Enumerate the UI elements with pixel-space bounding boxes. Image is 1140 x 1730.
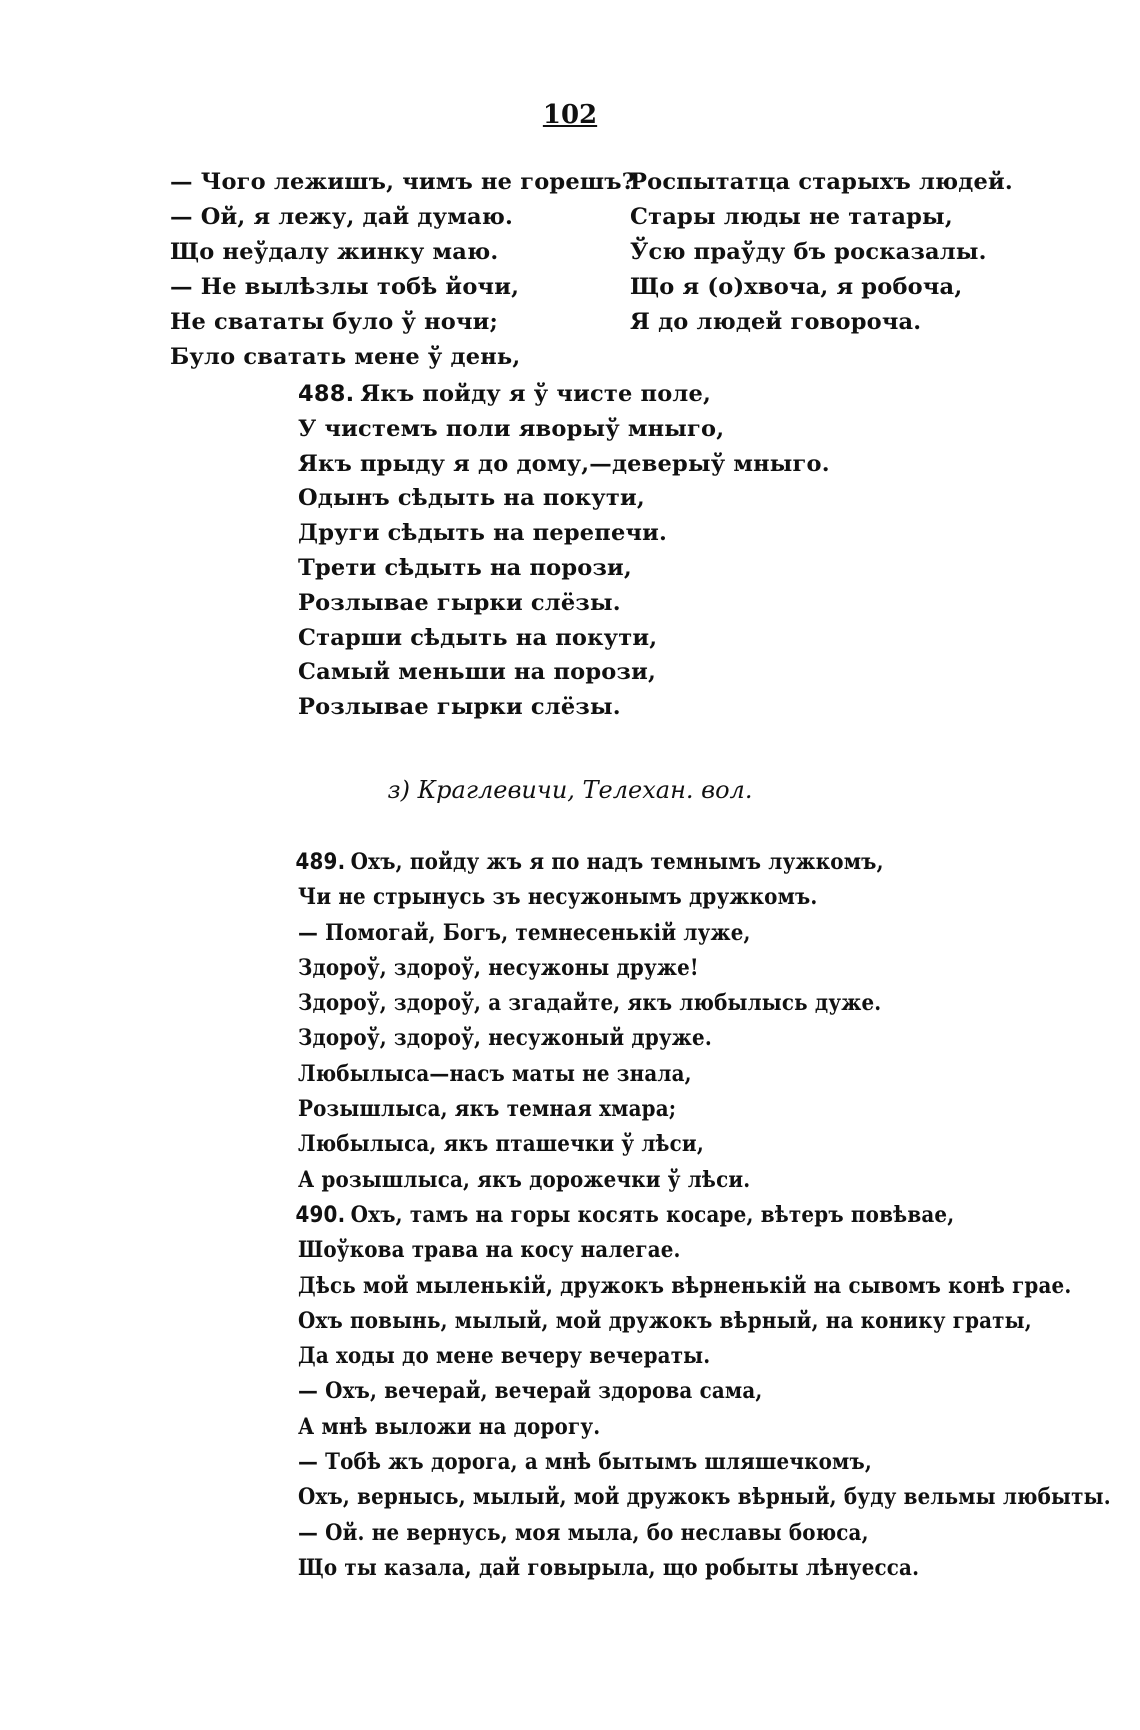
verse-line: Розлывае гырки слёзы.: [298, 589, 621, 616]
poems-489-490: [295, 845, 1140, 1586]
verse-line: Не свататы було ў ночи;: [170, 309, 499, 335]
verse-line: — Ой. не вернусь, моя мыла, бо неславы боюса,: [298, 1519, 869, 1546]
verse-line: Розлывае гырки слёзы.: [298, 694, 621, 721]
verse-line: — Не вылѣзлы тобѣ йочи,: [170, 274, 520, 300]
verse-line: Шоўкова трава на косу налегае.: [298, 1237, 681, 1264]
verse-text: Якъ пойду я ў чисте поле,: [360, 381, 712, 407]
verse-line-first: [276, 845, 1110, 880]
verse-line: — Помогай, Богъ, темнесенькій луже,: [298, 919, 751, 946]
poem-number: 489.: [295, 849, 346, 875]
poem-number: 488.: [298, 381, 355, 407]
verse-line: Якъ прыду я до дому,—деверыў мныго.: [298, 450, 830, 477]
verse-line: У чистемъ поли яворыў мныго,: [298, 415, 725, 442]
verse-line: А мнѣ выложи на дорогу.: [298, 1413, 601, 1440]
verse-line: — Тобѣ жъ дорога, а мнѣ бытымъ шляшечкомъ,: [298, 1449, 872, 1476]
verse-line: Ўсю праўду бъ росказалы.: [630, 239, 987, 265]
verse-line: Други сѣдыть на перепечи.: [298, 520, 668, 547]
verse-line: Здороў, здороў, несужоный друже.: [298, 1025, 712, 1052]
verse-line: Дѣсь мой мыленькій, дружокъ вѣрненькій на сывомъ конѣ грае.: [298, 1272, 1072, 1299]
verse-line: Було сватать мене ў день,: [170, 344, 521, 370]
section-heading: з) Краглевичи, Телехан. вол.: [387, 776, 753, 804]
verse-line: — Чого лежишъ, чимъ не горешъ?: [170, 169, 636, 195]
verse-line: Здороў, здороў, несужоны друже!: [298, 954, 699, 981]
verse-line: Любылыса—насъ маты не знала,: [298, 1060, 692, 1087]
verse-line: — Охъ, вечерай, вечерай здорова сама,: [298, 1378, 763, 1405]
verse-line: Старши сѣдыть на покути,: [298, 624, 658, 651]
verse-line: Роспытатца старыхъ людей.: [630, 169, 1013, 195]
verse-line: Що я (о)хвоча, я робоча,: [630, 274, 963, 300]
left-column-verse: [170, 165, 635, 375]
verse-line-first: [276, 377, 830, 412]
verse-line: А розышлыса, якъ дорожечки ў лѣси.: [298, 1166, 751, 1193]
verse-text: Охъ, пойду жъ я по надъ темнымъ лужкомъ,: [350, 849, 884, 875]
verse-line: Здороў, здороў, а згадайте, якъ любылысь дуже.: [298, 990, 882, 1017]
verse-line: Охъ повынь, мылый, мой дружокъ вѣрный, на конику граты,: [298, 1307, 1032, 1334]
poem-number: 490.: [295, 1201, 346, 1228]
verse-line: Що неўдалу жинку маю.: [170, 239, 499, 265]
verse-line: Самый меньши на порози,: [298, 659, 656, 686]
verse-line: — Ой, я лежу, дай думаю.: [170, 204, 514, 230]
verse-line: Чи не стрынусь зъ несужонымъ дружкомъ.: [298, 884, 818, 911]
verse-line: Стары люды не татары,: [630, 204, 953, 230]
verse-line: Я до людей говороча.: [630, 309, 922, 335]
verse-line: Любылыса, якъ пташечки ў лѣси,: [298, 1131, 704, 1158]
verse-line-first: [276, 1198, 1110, 1233]
right-column-verse: [630, 165, 1013, 340]
verse-line: Одынъ сѣдыть на покути,: [298, 485, 645, 512]
verse-line: Розышлыса, якъ темная хмара;: [298, 1096, 677, 1123]
verse-line: Да ходы до мене вечеру вечераты.: [298, 1343, 711, 1370]
verse-line: Охъ, вернысь, мылый, мой дружокъ вѣрный, буду вельмы любыты.: [298, 1484, 1111, 1511]
page-number: 102: [542, 100, 598, 130]
verse-text: Охъ, тамъ на горы косять косаре, вѣтеръ повѣвае,: [350, 1201, 955, 1228]
verse-line: Трети сѣдыть на порози,: [298, 554, 632, 581]
poem-488: [298, 377, 830, 725]
verse-line: Що ты казала, дай говырыла, що робыты лѣнуесса.: [298, 1554, 920, 1581]
